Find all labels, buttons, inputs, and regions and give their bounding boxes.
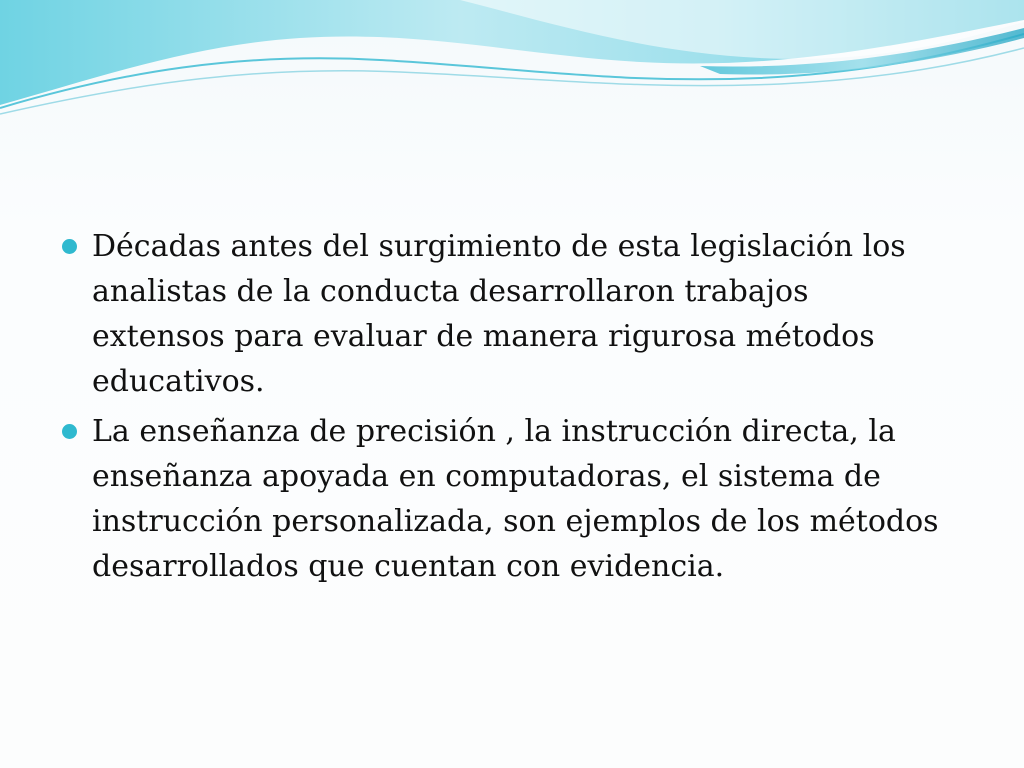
decorative-wave-header (0, 0, 1024, 130)
bullet-text: La enseñanza de precisión , la instrucción directa, la enseñanza apoyada en computadoras, el sistema de instrucción personalizada, son ejemplos de los métodos desarrollados que cuentan con evidencia. (92, 414, 939, 584)
bullet-dot-icon (62, 424, 77, 439)
bullet-item (62, 409, 942, 589)
bullet-dot-icon (62, 239, 77, 254)
bullet-item (62, 224, 942, 404)
slide-body (62, 224, 942, 594)
bullet-list (62, 224, 942, 589)
bullet-text: Décadas antes del surgimiento de esta legislación los analistas de la conducta desarrollaron trabajos extensos para evaluar de manera rigurosa métodos educativos. (92, 229, 906, 399)
